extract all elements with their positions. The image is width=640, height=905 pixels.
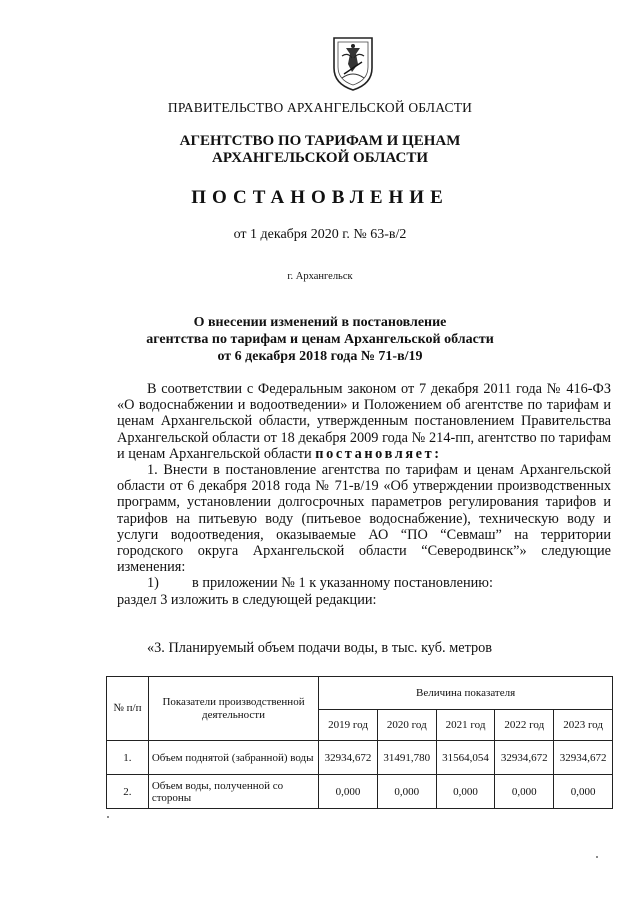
subpoint-1-text: в приложении № 1 к указанному постановлению:	[192, 575, 493, 592]
subpoint-1	[117, 575, 611, 591]
row-value: 32934,672	[495, 741, 554, 775]
row-value: 0,000	[554, 775, 613, 809]
scan-speck	[596, 856, 598, 858]
row-value: 31564,054	[436, 741, 495, 775]
subject-line3: от 6 декабря 2018 года № 71-в/19	[217, 349, 423, 364]
row-num: 2.	[107, 775, 149, 809]
row-indicator: Объем поднятой (забранной) воды	[148, 741, 318, 775]
water-volume-table	[106, 676, 613, 809]
agency-title	[0, 133, 640, 167]
subpoint-1-number: 1)	[147, 575, 159, 592]
document-body	[117, 381, 611, 608]
row-value: 0,000	[377, 775, 436, 809]
year-header: 2020 год	[377, 710, 436, 741]
agency-title-line1: АГЕНТСТВО ПО ТАРИФАМ И ЦЕНАМ	[179, 133, 461, 149]
year-header: 2022 год	[495, 710, 554, 741]
header-value: Величина показателя	[319, 677, 613, 710]
preamble-verb: постановляет:	[315, 445, 442, 462]
row-value: 0,000	[319, 775, 378, 809]
section-3-title: «3. Планируемый объем подачи воды, в тыс. куб. метров	[147, 640, 493, 656]
row-value: 32934,672	[319, 741, 378, 775]
subject-line1: О внесении изменений в постановление	[193, 315, 447, 330]
point-1-paragraph: 1. Внести в постановление агентства по тарифам и ценам Архангельской области от 6 декабря 2018 года № 71-в/19 «Об утверждении производственных программ, установлении долгосрочных параметров регулирования тарифов и тарифов на питьевую воду (питьевое водоснабжение), техническую воду и услуги водоотведения, оказываемые АО “ПО “Севмаш” на территории городского округа Архангельской области “Северодвинск”» следующие изменения:	[117, 462, 611, 576]
scan-speck	[107, 816, 109, 818]
year-header: 2023 год	[554, 710, 613, 741]
row-value: 31491,780	[377, 741, 436, 775]
row-value: 0,000	[436, 775, 495, 809]
preamble-paragraph	[117, 381, 611, 462]
row-value: 32934,672	[554, 741, 613, 775]
subpoint-1-line2: раздел 3 изложить в следующей редакции:	[117, 591, 377, 608]
subject-line2: агентства по тарифам и ценам Архангельской области	[146, 332, 494, 347]
table-row	[107, 741, 613, 775]
table-row	[107, 775, 613, 809]
table-header-row	[107, 677, 613, 710]
header-indicator: Показатели производственной деятельности	[148, 677, 318, 741]
row-num: 1.	[107, 741, 149, 775]
year-header: 2021 год	[436, 710, 495, 741]
agency-title-line2: АРХАНГЕЛЬСКОЙ ОБЛАСТИ	[212, 150, 428, 166]
document-type: ПОСТАНОВЛЕНИЕ	[191, 187, 449, 208]
city-name: г. Архангельск	[287, 271, 353, 282]
header-num: № п/п	[107, 677, 149, 741]
coat-of-arms-emblem	[330, 34, 376, 92]
date-and-number: от 1 декабря 2020 г. № 63-в/2	[233, 227, 407, 242]
preamble-text: В соответствии с Федеральным законом от 7 декабря 2011 года № 416-ФЗ «О водоснабжении и водоотведении» и Положением об агентстве по тарифам и ценам Архангельской области, утвержденным постановлением Правительства Архангельской области от 18 декабря 2009 года № 214-пп, агентство по тарифам и ценам Архангельской области	[117, 381, 611, 462]
document-subject	[0, 314, 640, 365]
row-value: 0,000	[495, 775, 554, 809]
year-header: 2019 год	[319, 710, 378, 741]
government-title: ПРАВИТЕЛЬСТВО АРХАНГЕЛЬСКОЙ ОБЛАСТИ	[167, 100, 473, 115]
row-indicator: Объем воды, полученной со стороны	[148, 775, 318, 809]
